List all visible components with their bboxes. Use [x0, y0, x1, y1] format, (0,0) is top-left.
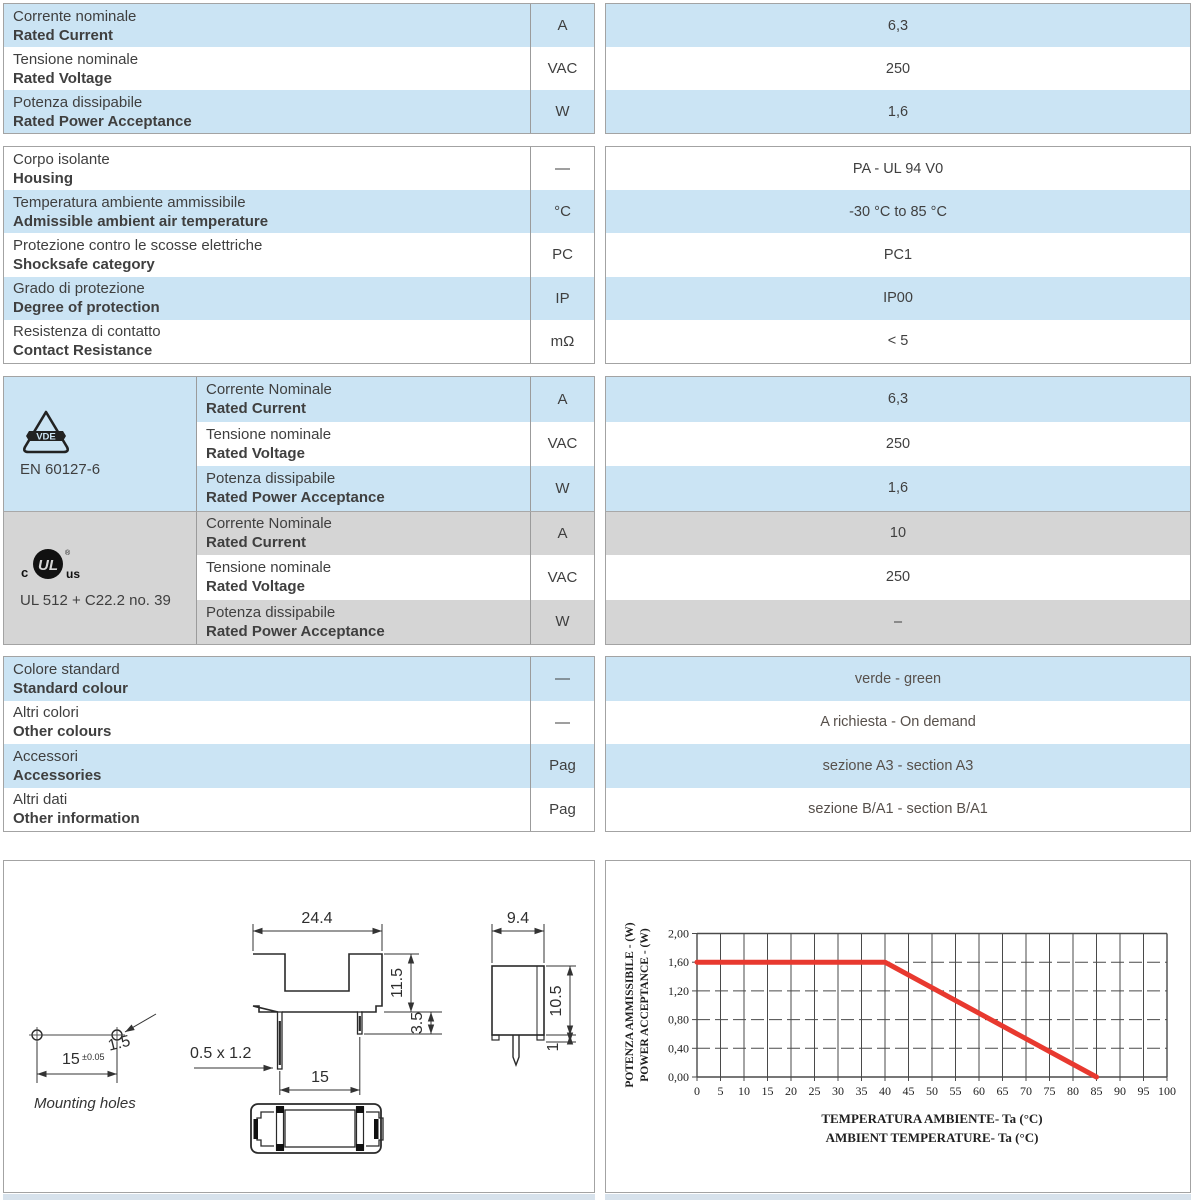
- bottom-view: [251, 1104, 383, 1153]
- unit-cell: Pag: [530, 788, 594, 832]
- ul-mark-icon: [20, 546, 98, 586]
- row-label-it: Potenza dissipabile: [13, 93, 143, 111]
- ratings-values: [605, 3, 1191, 134]
- ul-reg-label: ®: [65, 550, 71, 558]
- row-label-en: Rated Current: [206, 534, 307, 552]
- table-row: [4, 744, 594, 788]
- svg-text:70: 70: [1020, 1084, 1032, 1098]
- svg-text:0,40: 0,40: [668, 1041, 689, 1056]
- unit-cell: mΩ: [530, 320, 594, 363]
- row-label-en: Rated Power Acceptance: [206, 489, 385, 507]
- unit-cell: —: [530, 147, 594, 190]
- svg-text:80: 80: [1067, 1084, 1079, 1098]
- row-label-it: Corrente nominale: [13, 7, 137, 25]
- derating-chart: [606, 861, 1190, 1192]
- row-label-it: Tensione nominale: [206, 559, 332, 577]
- svg-text:15: 15: [761, 1084, 774, 1098]
- row-label-it: Corrente Nominale: [206, 515, 332, 533]
- y-axis-title-en: POWER ACCEPTANCE - (W): [639, 928, 651, 1082]
- value-cell: sezione A3 - section A3: [606, 744, 1190, 788]
- svg-text:50: 50: [926, 1084, 938, 1098]
- unit-cell: W: [530, 600, 594, 645]
- svg-text:0: 0: [694, 1084, 700, 1098]
- value-cell: 250: [606, 47, 1190, 90]
- unit-cell: Pag: [530, 744, 594, 788]
- table-row: [4, 147, 594, 190]
- svg-text:1,20: 1,20: [668, 983, 689, 998]
- x-axis-title-it: TEMPERATURA AMBIENTE- Ta (°C): [821, 1111, 1043, 1126]
- mounting-holes-caption: Mounting holes: [34, 1095, 136, 1112]
- table-row: [4, 190, 594, 233]
- row-label-it: Potenza dissipabile: [206, 603, 336, 621]
- row-label-it: Colore standard: [13, 660, 120, 678]
- table-row: [4, 788, 594, 832]
- front-view: [253, 954, 382, 1069]
- row-label-en: Degree of protection: [13, 299, 160, 317]
- svg-text:20: 20: [785, 1084, 797, 1098]
- row-label-en: Rated Voltage: [206, 578, 305, 596]
- value-cell: IP00: [606, 277, 1190, 320]
- table-row: [197, 466, 594, 511]
- row-label-en: Rated Voltage: [13, 69, 112, 87]
- value-cell: 1,6: [606, 90, 1190, 133]
- row-label-it: Corpo isolante: [13, 150, 110, 168]
- table-row: [4, 90, 594, 133]
- svg-text:100: 100: [1158, 1084, 1176, 1098]
- table-row: [4, 320, 594, 363]
- row-label-en: Admissible ambient air temperature: [13, 212, 269, 230]
- svg-text:1,60: 1,60: [668, 955, 689, 970]
- table-row: [4, 4, 594, 47]
- svg-text:25: 25: [808, 1084, 821, 1098]
- value-cell: 1,6: [606, 466, 1190, 511]
- dimension-drawing-panel: [3, 860, 595, 1193]
- svg-text:10: 10: [738, 1084, 750, 1098]
- ul-approval-cell: [4, 511, 197, 645]
- unit-cell: —: [530, 701, 594, 745]
- row-label-en: Rated Current: [13, 26, 114, 44]
- table-row: [197, 377, 594, 422]
- side-view-dims: [492, 924, 576, 1042]
- table-row: [4, 233, 594, 276]
- pin-length-dim: 3.5: [409, 1011, 426, 1035]
- row-label-en: Rated Power Acceptance: [206, 622, 385, 640]
- table-row: [197, 422, 594, 467]
- hole-pitch-tolerance: ±0.05: [82, 1052, 105, 1062]
- row-label-en: Standard colour: [13, 679, 129, 697]
- unit-cell: W: [530, 90, 594, 133]
- page-edge-strip-left: [3, 1194, 595, 1200]
- pin-section-dim: 0.5 x 1.2: [190, 1045, 252, 1062]
- table-row: [197, 511, 594, 556]
- svg-text:90: 90: [1114, 1084, 1126, 1098]
- row-label-en: Rated Power Acceptance: [13, 112, 192, 130]
- svg-text:60: 60: [973, 1084, 985, 1098]
- ul-c-label: c: [21, 565, 29, 581]
- unit-cell: IP: [530, 277, 594, 320]
- ordering-labels: [3, 656, 595, 832]
- svg-text:0,00: 0,00: [668, 1070, 689, 1084]
- row-label-it: Temperatura ambiente ammissibile: [13, 193, 246, 211]
- unit-cell: —: [530, 657, 594, 701]
- row-label-it: Grado di protezione: [13, 280, 145, 298]
- vde-mark-icon: [20, 409, 72, 455]
- ul-us-label: us: [66, 567, 81, 582]
- svg-text:95: 95: [1137, 1084, 1150, 1098]
- vde-approval-cell: [4, 377, 197, 511]
- ordering-values: [605, 656, 1191, 832]
- row-label-it: Protezione contro le scosse elettriche: [13, 236, 263, 254]
- row-label-it: Corrente Nominale: [206, 381, 332, 399]
- unit-cell: VAC: [530, 47, 594, 90]
- unit-cell: PC: [530, 233, 594, 276]
- svg-text:40: 40: [879, 1084, 891, 1098]
- y-axis-title-it: POTENZA AMMISSIBILE - (W): [624, 922, 636, 1088]
- front-width-dim: 24.4: [301, 910, 333, 927]
- svg-text:55: 55: [949, 1084, 962, 1098]
- svg-text:85: 85: [1090, 1084, 1103, 1098]
- row-label-en: Rated Current: [206, 400, 307, 418]
- svg-text:35: 35: [855, 1084, 868, 1098]
- row-label-en: Other colours: [13, 723, 112, 741]
- mounting-holes-view: [29, 1014, 156, 1083]
- standard-label: UL 512 + C22.2 no. 39: [20, 592, 171, 610]
- svg-text:2,00: 2,00: [668, 926, 689, 941]
- unit-cell: VAC: [530, 555, 594, 600]
- row-label-it: Accessori: [13, 747, 79, 765]
- svg-text:VDE: VDE: [36, 431, 56, 443]
- svg-text:65: 65: [996, 1084, 1009, 1098]
- value-cell: < 5: [606, 320, 1190, 363]
- row-label-it: Tensione nominale: [206, 425, 332, 443]
- unit-cell: A: [530, 377, 594, 422]
- unit-cell: VAC: [530, 422, 594, 467]
- svg-text:30: 30: [832, 1084, 844, 1098]
- row-label-it: Tensione nominale: [13, 50, 139, 68]
- value-cell: 250: [606, 422, 1190, 467]
- value-cell: -30 °C to 85 °C: [606, 190, 1190, 233]
- value-cell: 250: [606, 555, 1190, 600]
- row-label-en: Shocksafe category: [13, 255, 155, 273]
- table-row: [4, 277, 594, 320]
- row-label-en: Contact Resistance: [13, 342, 153, 360]
- side-view: [492, 966, 544, 1065]
- table-row: [4, 657, 594, 701]
- svg-text:0,80: 0,80: [668, 1012, 689, 1027]
- svg-text:UL: UL: [38, 557, 58, 575]
- side-pin-offset-dim: 1: [545, 1042, 562, 1052]
- unit-cell: °C: [530, 190, 594, 233]
- row-label-it: Potenza dissipabile: [206, 470, 336, 488]
- table-row: [4, 701, 594, 745]
- row-label-en: Rated Voltage: [206, 444, 305, 462]
- row-label-it: Resistenza di contatto: [13, 323, 161, 341]
- value-cell: A richiesta - On demand: [606, 701, 1190, 745]
- x-axis-title-en: AMBIENT TEMPERATURE- Ta (°C): [825, 1130, 1039, 1145]
- value-cell: 6,3: [606, 4, 1190, 47]
- general-labels: [3, 146, 595, 364]
- row-label-en: Other information: [13, 810, 140, 828]
- hole-pitch-dim: 15: [62, 1051, 80, 1068]
- row-label-en: Housing: [13, 169, 73, 187]
- value-cell: 6,3: [606, 377, 1190, 422]
- certifications-labels: [3, 376, 595, 645]
- pin-pitch-dim: 15: [311, 1069, 329, 1086]
- page-edge-strip-right: [605, 1194, 1191, 1200]
- dimension-drawing: [4, 861, 594, 1192]
- ratings-labels: [3, 3, 595, 134]
- unit-cell: A: [530, 4, 594, 47]
- side-height-dim: 10.5: [548, 985, 565, 1017]
- table-row: [197, 600, 594, 645]
- row-label-en: Accessories: [13, 766, 102, 784]
- general-values: [605, 146, 1191, 364]
- table-row: [4, 47, 594, 90]
- svg-text:75: 75: [1043, 1084, 1056, 1098]
- svg-text:45: 45: [902, 1084, 915, 1098]
- row-label-it: Altri dati: [13, 791, 68, 809]
- value-cell: sezione B/A1 - section B/A1: [606, 788, 1190, 832]
- unit-cell: A: [530, 512, 594, 556]
- side-width-dim: 9.4: [506, 910, 530, 927]
- hole-diameter-dim: 1.5: [106, 1032, 133, 1055]
- svg-text:5: 5: [717, 1084, 724, 1098]
- derating-chart-panel: [605, 860, 1191, 1193]
- value-cell: 10: [606, 511, 1190, 556]
- unit-cell: W: [530, 466, 594, 511]
- value-cell: –: [606, 600, 1190, 645]
- row-label-it: Altri colori: [13, 704, 79, 722]
- value-cell: PA - UL 94 V0: [606, 147, 1190, 190]
- table-row: [197, 555, 594, 600]
- standard-label: EN 60127-6: [20, 461, 101, 479]
- front-height-dim: 11.5: [389, 968, 406, 998]
- certifications-values: [605, 376, 1191, 645]
- value-cell: PC1: [606, 233, 1190, 276]
- chart-gridlines: [692, 934, 1167, 1082]
- value-cell: verde - green: [606, 657, 1190, 701]
